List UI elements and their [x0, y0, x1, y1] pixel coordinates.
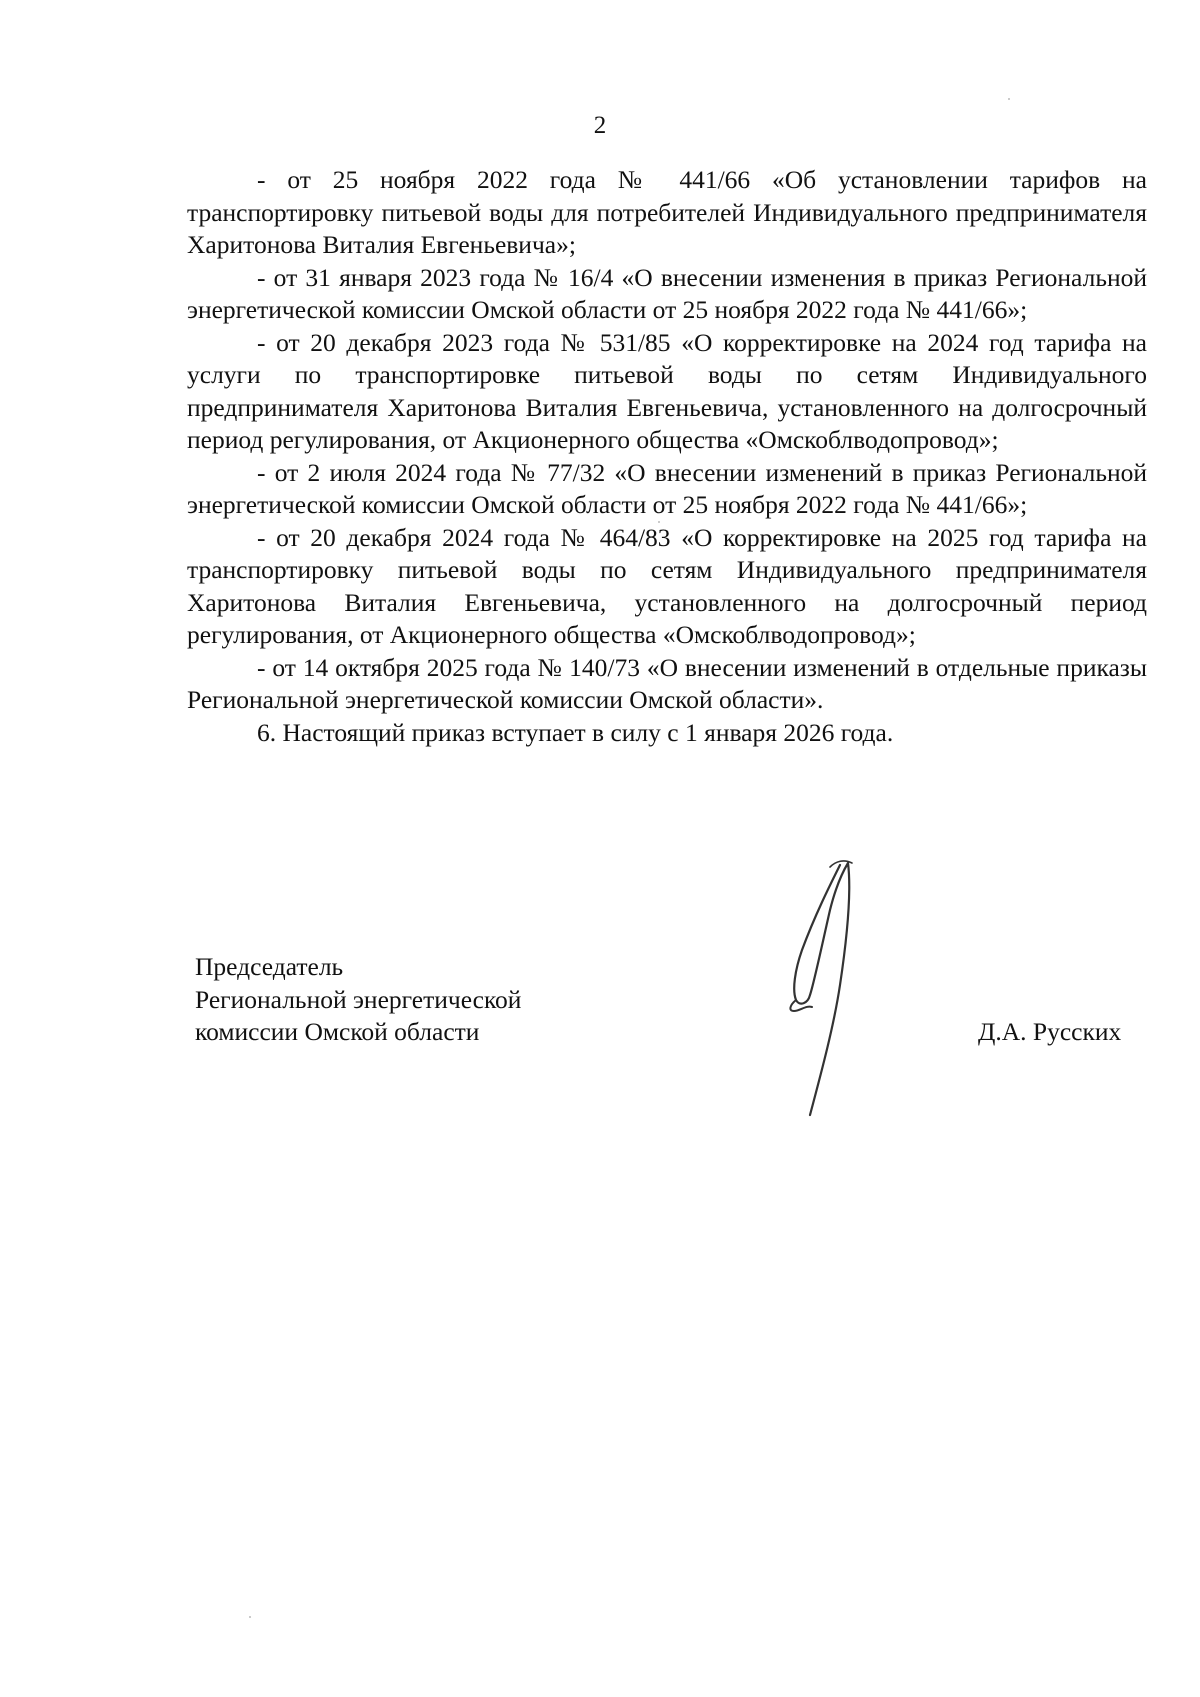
signatory-title-line: комиссии Омской области: [195, 1017, 480, 1046]
document-body: [187, 164, 1147, 749]
list-item: - от 25 ноября 2022 года № 441/66 «Об установлении тарифов на транспортировку питьевой воды для потребителей Индивидуального предпринимателя Харитонова Виталия Евгеньевича»;: [187, 165, 1147, 259]
signatory-name: Д.А. Русских: [978, 1017, 1122, 1046]
scan-speck: [1008, 98, 1010, 100]
signatory-title-line: Региональной энергетической: [195, 984, 522, 1014]
list-item: - от 20 декабря 2023 года № 531/85 «О корректировке на 2024 год тарифа на услуги по транспортировке питьевой воды по сетям Индивидуального предпринимателя Харитонова Виталия Евгеньевича, установленного на долгосрочный период регулирования, от Акционерного общества «Омскоблводопровод»;: [187, 327, 1147, 454]
list-item: - от 2 июля 2024 года № 77/32 «О внесении изменений в приказ Региональной энергетической комиссии Омской области от 25 ноября 2022 года № 441/66»;: [187, 457, 1147, 519]
signatory-title-line: Председатель: [195, 952, 344, 981]
page-number: 2: [593, 112, 607, 139]
handwritten-signature: [760, 855, 900, 1125]
list-item: - от 31 января 2023 года № 16/4 «О внесении изменения в приказ Региональной энергетической комиссии Омской области от 25 ноября 2022 года № 441/66»;: [187, 262, 1147, 324]
list-item: - от 14 октября 2025 года № 140/73 «О внесении изменений в отдельные приказы Региональной энергетической комиссии Омской области».: [187, 652, 1147, 714]
signatory-title: [195, 951, 521, 1049]
effective-date-clause: 6. Настоящий приказ вступает в силу с 1 января 2026 года.: [257, 717, 894, 747]
scan-speck: [249, 1616, 251, 1618]
scan-speck: [658, 521, 660, 523]
list-item: - от 20 декабря 2024 года № 464/83 «О корректировке на 2025 год тарифа на транспортировку питьевой воды по сетям Индивидуального предпринимателя Харитонова Виталия Евгеньевича, установленного на долгосрочный период регулирования, от Акционерного общества «Омскоблводопровод»;: [187, 522, 1147, 649]
